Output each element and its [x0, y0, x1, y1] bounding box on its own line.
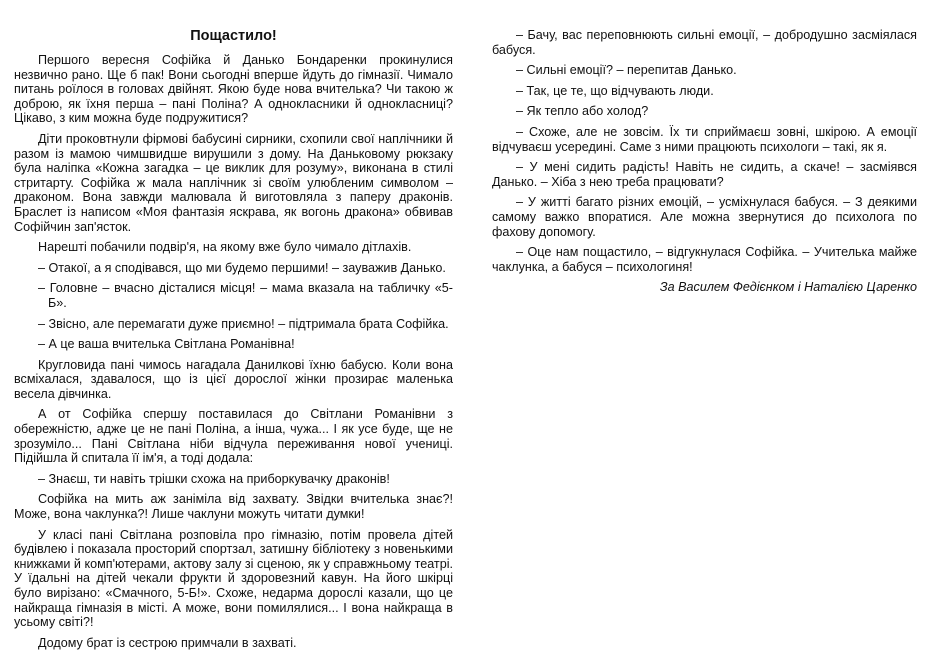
left-column-text [14, 53, 453, 650]
paragraph: Нарешті побачили подвір'я, на якому вже було чимало дітлахів. [38, 240, 412, 255]
paragraph: – Знаєш, ти навіть трішки схожа на приборкувачку драконів! [38, 471, 390, 486]
paragraph: Діти проковтнули фірмові бабусині сирники, схопили свої наплічники й разом із мамою чимшвидше вирушили з дому. На Даньковому рюкзаку була наліпка «Кожна загадка – це виклик для розуму», виконана в стилі стритарту. Софійка ж мала наплічник зі своїм улюбленим символом – драконом. Вона завжди малювала й виготовляла з паперу драконів. Браслет із написом «Моя фантазія яскрава, як вогонь дракона» обвивав Софійчин зап'ясток. [14, 131, 453, 234]
paragraph: – У мені сидить радість! Навіть не сидить, а скаче! – засміявся Данько. – Хіба з нею треба працювати? [492, 160, 917, 189]
story-title: Пощастило! [190, 28, 277, 44]
paragraph: – Головне – вчасно дісталися місця! – мама вказала на табличку «5-Б». [38, 281, 453, 310]
left-column [14, 28, 453, 656]
paragraph: – А це ваша вчителька Світлана Романівна! [38, 337, 295, 352]
paragraph: Софійка на мить аж заніміла від захвату. Звідки вчителька знає?! Може, вона чаклунка?! Лише чаклуни можуть читати думки! [14, 492, 453, 522]
paragraph: – Схоже, але не зовсім. Їх ти сприймаєш зовні, шкірою. А емоції відчуваєш усередині. Саме з ними працюють психологи – такі, як я. [492, 124, 917, 154]
author-credit: За Василем Федієнком і Наталією Царенко [659, 280, 917, 295]
paragraph: Першого вересня Софійка й Данько Бондаренки прокинулися незвично рано. Ще б пак! Вони сьогодні вперше йдуть до гімназії. Чимало питань роїлося в головах двійнят. Якою буде нова вчителька? Чи такою ж доброю, як їхня перша – пані Поліна? А однокласники й однокласниці? Цікаво, з ким можна буде подружитися? [14, 53, 453, 126]
paragraph: – Так, це те, що відчувають люди. [516, 83, 714, 98]
right-column [492, 28, 917, 295]
paragraph: – Отакої, а я сподівався, що ми будемо першими! – зауважив Данько. [38, 260, 446, 275]
paragraph: Кругловида пані чимось нагадала Данилкові їхню бабусю. Коли вона всміхалася, здавалося, що із цієї дорослої жінки прозирає маленька весела дівчинка. [14, 357, 453, 401]
paragraph: А от Софійка спершу поставилася до Світлани Романівни з обережністю, адже це не пані Поліна, а інша, чужа... І як усе буде, ще не зрозуміло... Пані Світлана ніби відчула переживання нової учениці. Підійшла й спитала її ім'я, а тоді додала: [14, 407, 453, 466]
right-column-text [492, 28, 917, 274]
paragraph: – Як тепло або холод? [516, 104, 649, 119]
paragraph: – У житті багато різних емоцій, – усміхнулася бабуся. – З деякими самому важко впоратися. Але можна звернутися до психолога по фахову допомогу. [492, 195, 917, 239]
paragraph: – Сильні емоції? – перепитав Данько. [516, 63, 737, 78]
paragraph: – Бачу, вас переповнюють сильні емоції, – добродушно засміялася бабуся. [492, 28, 917, 57]
paragraph: – Оце нам пощастило, – відгукнулася Софійка. – Учителька майже чаклунка, а бабуся – психологиня! [492, 245, 917, 274]
paragraph: Додому брат із сестрою примчали в захваті. [38, 635, 297, 650]
paragraph: – Звісно, але перемагати дуже приємно! – підтримала брата Софійка. [38, 316, 449, 331]
paragraph: У класі пані Світлана розповіла про гімназію, потім провела дітей будівлею і показала просторий спортзал, затишну бібліотеку з новенькими книжками й комп'ютерами, актову залу зі сценою, як у справжньому театрі. У їдальні на дітей чекали фрукти й здоровезний кавун. На його шкірці було вирізано: «Смачного, 5-Б!». Схоже, недарма дорослі казали, що це найкраща гімназія в місті. А може, вони помилялися... І вона найкраща в усьому світі?! [14, 527, 454, 630]
